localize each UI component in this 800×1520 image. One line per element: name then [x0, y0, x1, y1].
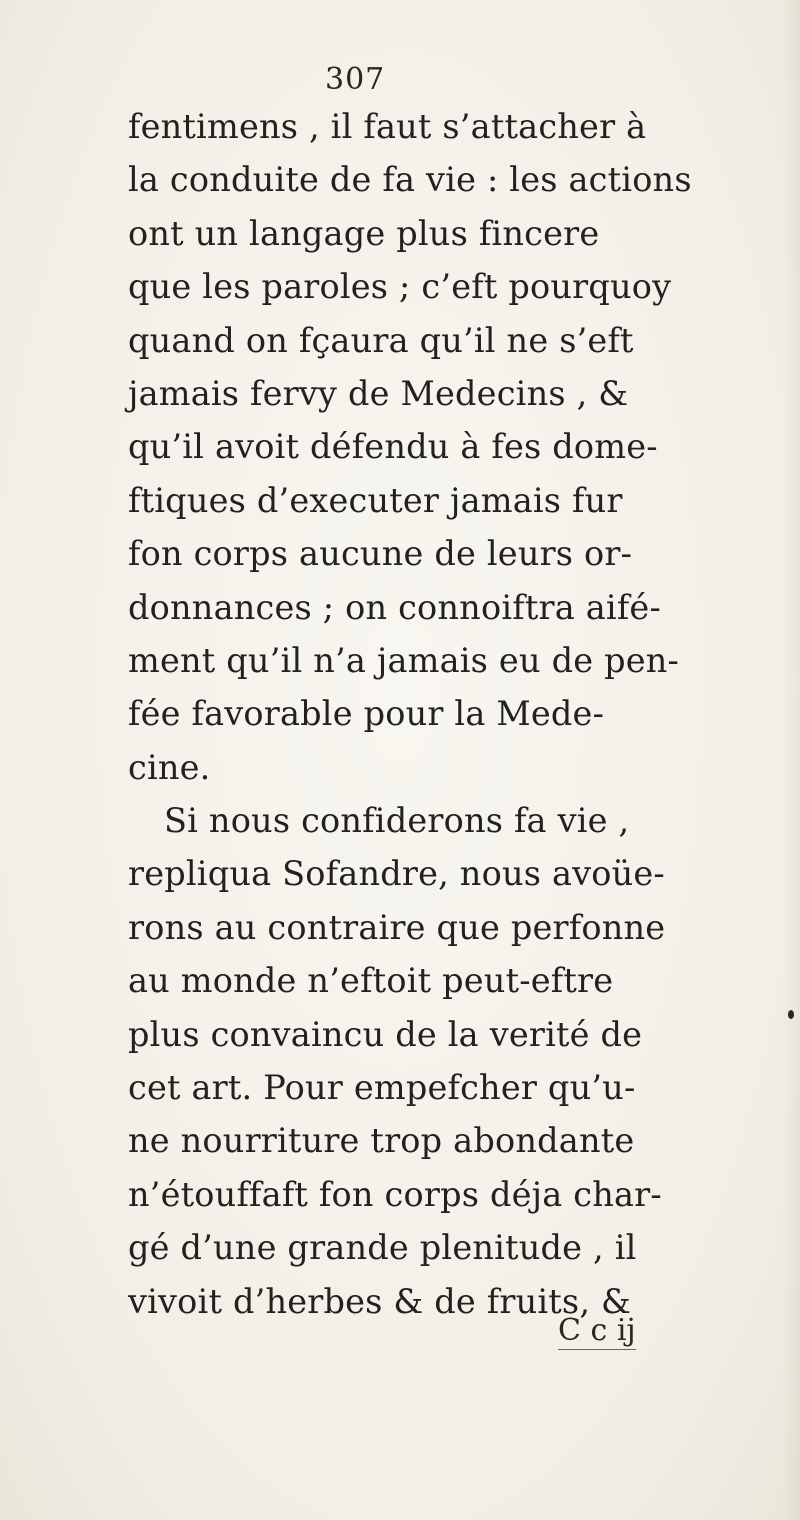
paragraph-start-line: Si nous confiderons fa vie ,	[164, 801, 630, 841]
text-line: ftiques d’executer jamais fur	[128, 480, 623, 520]
text-line: gé d’une grande plenitude , il	[128, 1228, 637, 1268]
text-line: donnances ; on connoiftra aifé-	[128, 587, 661, 627]
text-line: que les paroles ; c’eft pourquoy	[128, 267, 672, 307]
text-line: fentimens , il faut s’attacher à	[128, 107, 647, 146]
text-line: n’étouffaft fon corps déja char-	[128, 1174, 662, 1214]
text-line: quand on fçaura qu’il ne s’eft	[128, 320, 634, 360]
text-line: qu’il avoit défendu à fes dome-	[128, 427, 658, 467]
text-line: fon corps aucune de leurs or-	[128, 534, 633, 574]
text-line: rons au contraire que perfonne	[128, 907, 666, 947]
text-line: cet art. Pour empefcher qu’u-	[128, 1068, 636, 1108]
text-line: au monde n’eftoit peut-eftre	[128, 961, 614, 1001]
body-text	[128, 100, 692, 1328]
text-line: fée favorable pour la Mede-	[128, 694, 605, 734]
text-line: plus convaincu de la verité de	[128, 1014, 643, 1054]
page-edge-shadow	[782, 0, 800, 1520]
text-line: ment qu’il n’a jamais eu de pen-	[128, 640, 680, 680]
page-number: 307	[325, 62, 386, 97]
text-line: repliqua Sofandre, nous avoüe-	[128, 854, 665, 894]
text-line: vivoit d’herbes & de fruits, &	[128, 1281, 632, 1321]
text-line: cine.	[128, 747, 211, 787]
ink-speck	[788, 1010, 794, 1019]
text-line: la conduite de fa vie : les actions	[128, 160, 692, 200]
signature-mark: C c ij	[558, 1313, 636, 1348]
text-line: ne nourriture trop abondante	[128, 1121, 635, 1161]
text-line: jamais fervy de Medecins , &	[128, 373, 629, 413]
text-line: ont un langage plus fincere	[128, 213, 600, 253]
